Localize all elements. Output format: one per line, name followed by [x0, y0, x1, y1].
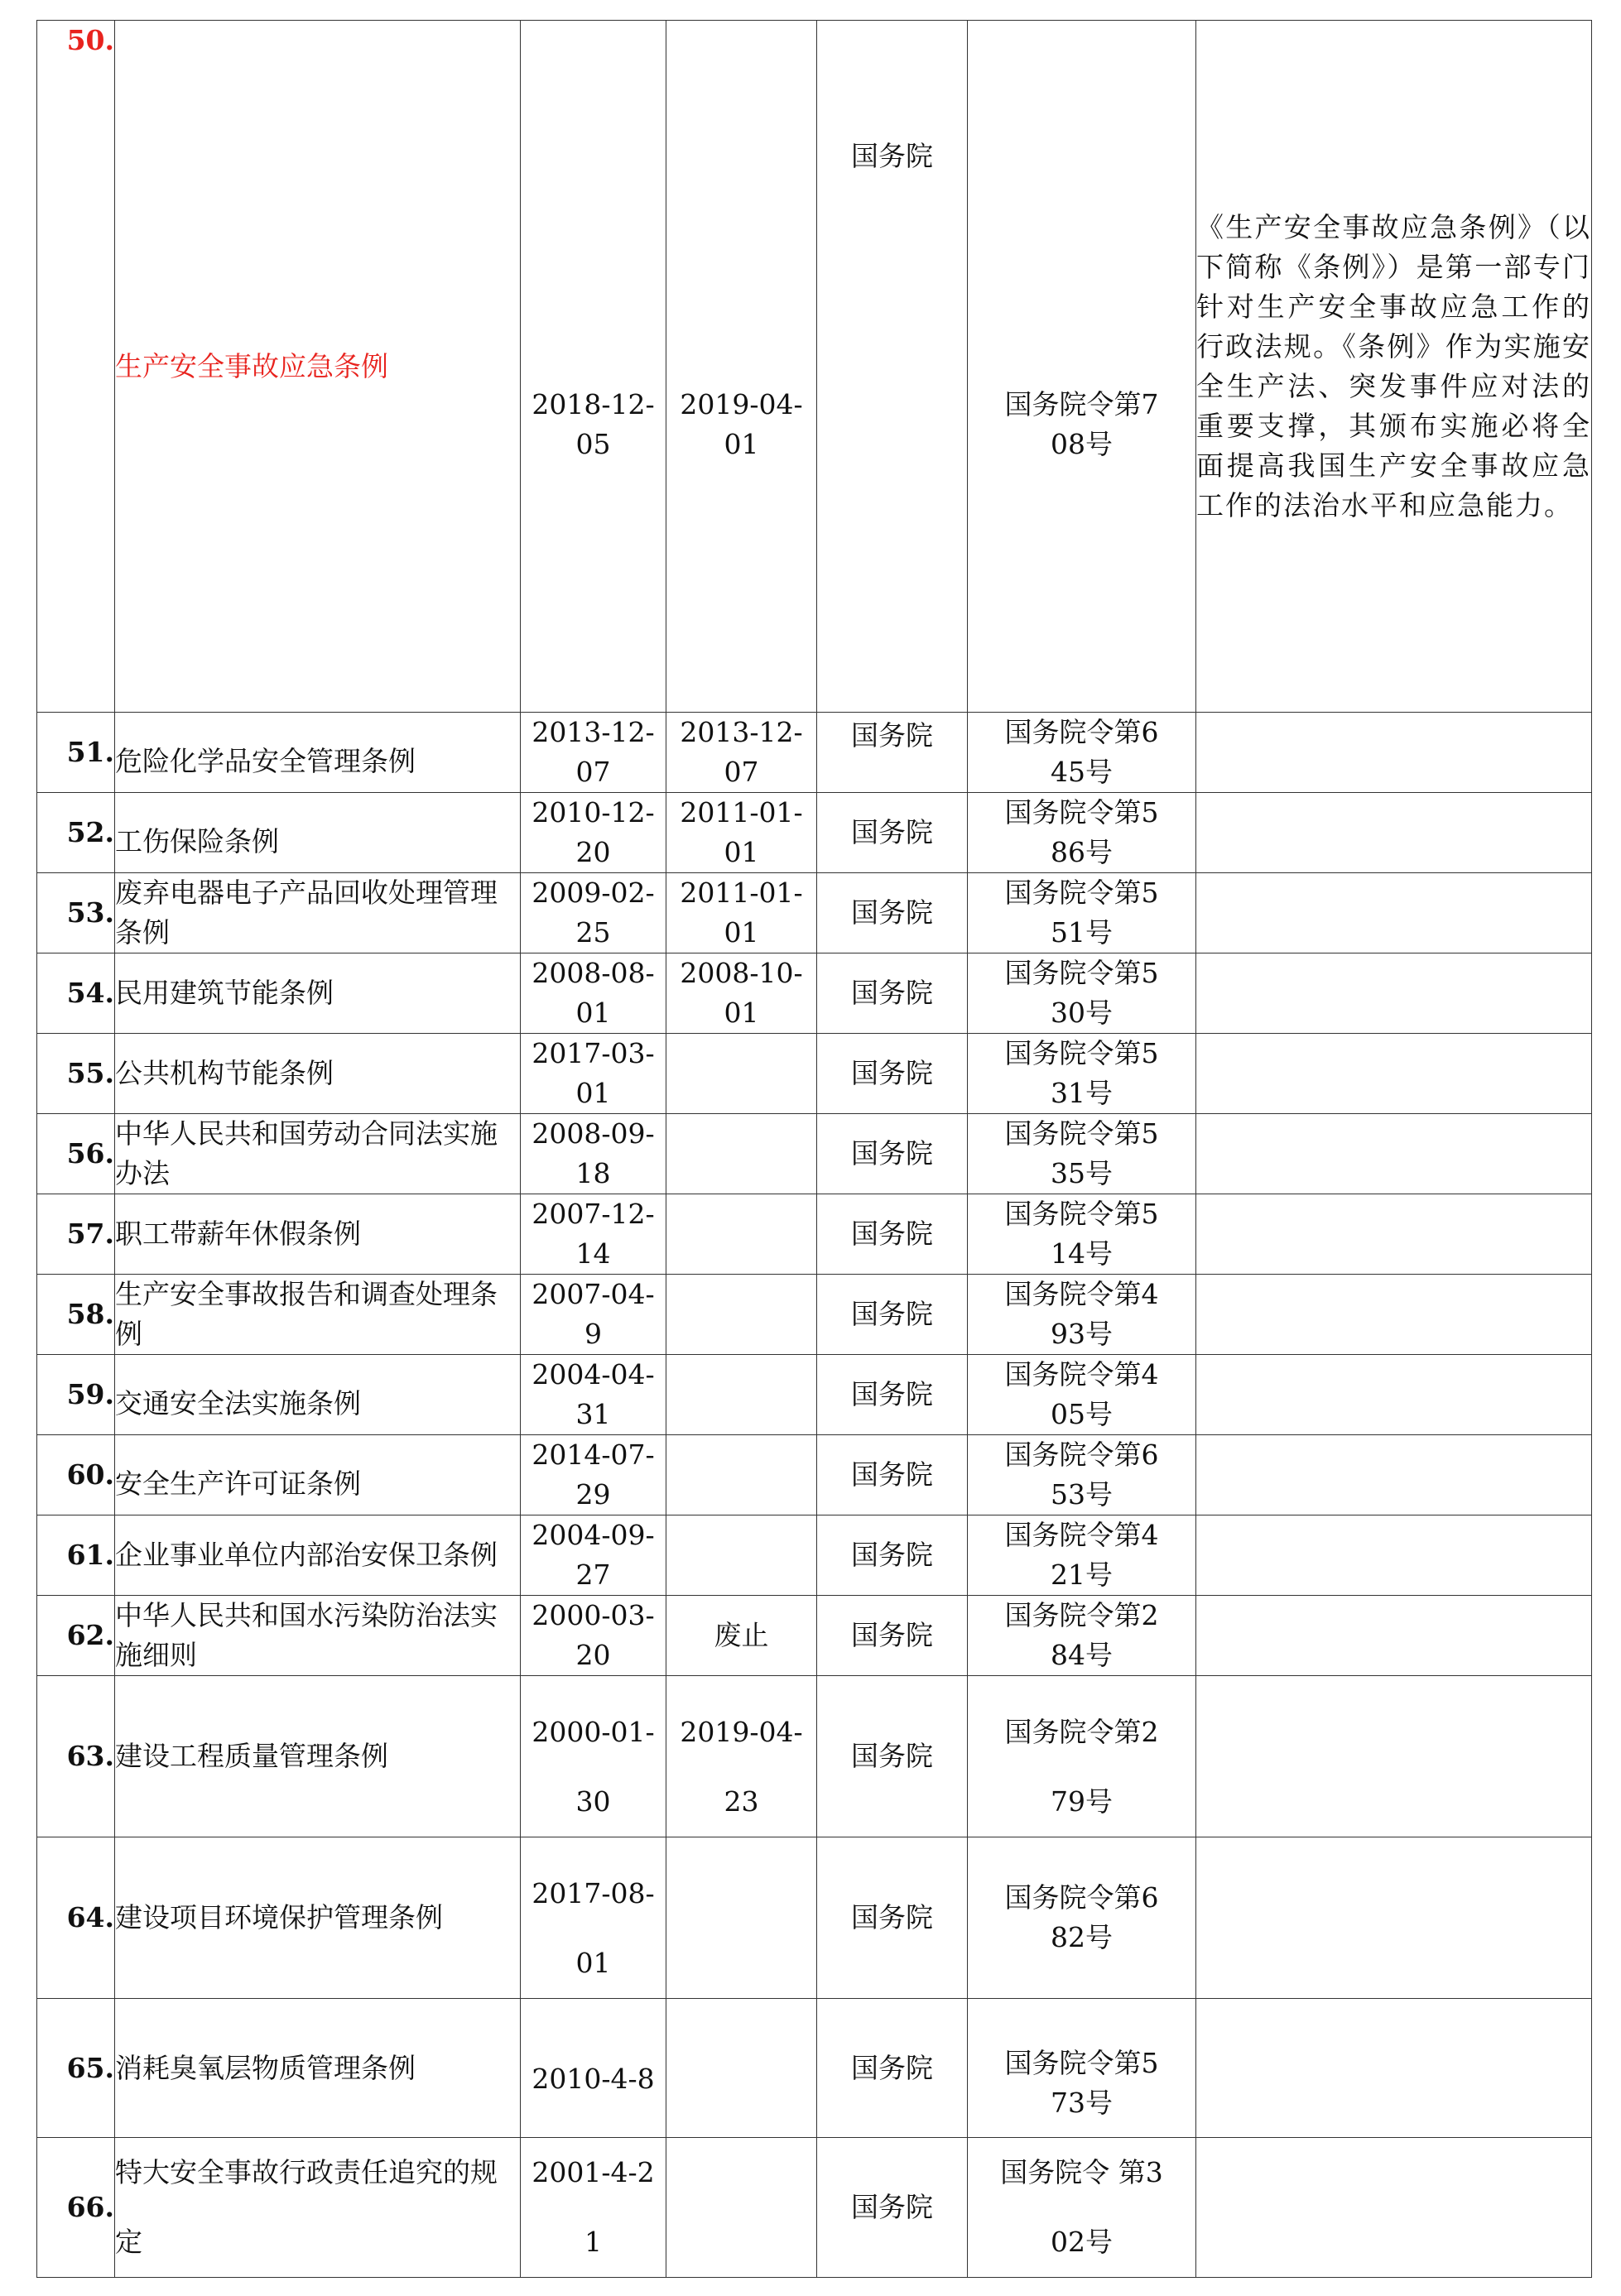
regulation-name: 安全生产许可证条例 — [115, 1435, 521, 1515]
publish-date: 2014-07-29 — [521, 1435, 666, 1515]
publish-date: 2001-4-21 — [521, 2138, 666, 2278]
table-row — [37, 1114, 1592, 1194]
table-row — [37, 2138, 1592, 2278]
issuer: 国务院 — [817, 713, 968, 793]
regulation-name: 中华人民共和国劳动合同法实施办法 — [115, 1114, 521, 1194]
regulation-name: 工伤保险条例 — [115, 793, 521, 873]
issuer: 国务院 — [817, 1114, 968, 1194]
regulations-table — [36, 20, 1592, 2278]
remark — [1196, 1275, 1592, 1355]
effective-date — [666, 1515, 817, 1596]
issuer: 国务院 — [817, 1034, 968, 1114]
order-number: 国务院令第535号 — [968, 1114, 1196, 1194]
remark — [1196, 713, 1592, 793]
issuer: 国务院 — [817, 2138, 968, 2278]
order-number: 国务院令第421号 — [968, 1515, 1196, 1596]
publish-date: 2000-03-20 — [521, 1596, 666, 1676]
remark: 《生产安全事故应急条例》（以下简称《条例》）是第一部专门针对生产安全事故应急工作的行政法规。《条例》作为实施安全生产法、突发事件应对法的重要支撑，其颁布实施必将全面提高我国生产安全事故应急工作的法治水平和应急能力。 — [1196, 21, 1592, 713]
order-number: 国务院令第645号 — [968, 713, 1196, 793]
order-number: 国务院令第514号 — [968, 1194, 1196, 1275]
regulation-name: 民用建筑节能条例 — [115, 953, 521, 1034]
row-number: 63. — [37, 1676, 115, 1837]
publish-date: 2018-12-05 — [521, 21, 666, 713]
effective-date — [666, 2138, 817, 2278]
row-number: 57. — [37, 1194, 115, 1275]
table-row — [37, 1837, 1592, 1999]
effective-date: 2011-01-01 — [666, 873, 817, 953]
effective-date — [666, 1275, 817, 1355]
remark — [1196, 1114, 1592, 1194]
row-number: 65. — [37, 1999, 115, 2138]
effective-date — [666, 1999, 817, 2138]
remark — [1196, 1355, 1592, 1435]
remark — [1196, 1515, 1592, 1596]
issuer: 国务院 — [817, 21, 968, 713]
publish-date: 2009-02-25 — [521, 873, 666, 953]
regulation-name: 生产安全事故报告和调查处理条例 — [115, 1275, 521, 1355]
publish-date: 2013-12-07 — [521, 713, 666, 793]
publish-date: 2007-12-14 — [521, 1194, 666, 1275]
issuer: 国务院 — [817, 1435, 968, 1515]
row-number: 66. — [37, 2138, 115, 2278]
publish-date: 2007-04-9 — [521, 1275, 666, 1355]
issuer: 国务院 — [817, 1355, 968, 1435]
row-number: 54. — [37, 953, 115, 1034]
order-number: 国务院令第284号 — [968, 1596, 1196, 1676]
order-number: 国务院令第531号 — [968, 1034, 1196, 1114]
table-row — [37, 793, 1592, 873]
issuer: 国务院 — [817, 1676, 968, 1837]
table-row — [37, 1515, 1592, 1596]
remark — [1196, 1837, 1592, 1999]
order-number: 国务院令 第302号 — [968, 2138, 1196, 2278]
publish-date: 2004-04-31 — [521, 1355, 666, 1435]
order-number: 国务院令第279号 — [968, 1676, 1196, 1837]
remark — [1196, 1676, 1592, 1837]
remark — [1196, 873, 1592, 953]
effective-date — [666, 1194, 817, 1275]
effective-date — [666, 1355, 817, 1435]
regulation-name: 废弃电器电子产品回收处理管理条例 — [115, 873, 521, 953]
table-row — [37, 1034, 1592, 1114]
table-row — [37, 873, 1592, 953]
effective-date: 2011-01-01 — [666, 793, 817, 873]
remark — [1196, 1435, 1592, 1515]
remark — [1196, 1999, 1592, 2138]
remark — [1196, 793, 1592, 873]
publish-date: 2017-08-01 — [521, 1837, 666, 1999]
table-row — [37, 1676, 1592, 1837]
regulation-name: 特大安全事故行政责任追究的规定 — [115, 2138, 521, 2278]
regulation-name: 中华人民共和国水污染防治法实施细则 — [115, 1596, 521, 1676]
publish-date: 2004-09-27 — [521, 1515, 666, 1596]
table-row — [37, 1596, 1592, 1676]
regulation-name: 建设项目环境保护管理条例 — [115, 1837, 521, 1999]
publish-date: 2008-09-18 — [521, 1114, 666, 1194]
remark — [1196, 953, 1592, 1034]
remark — [1196, 1596, 1592, 1676]
regulation-name: 公共机构节能条例 — [115, 1034, 521, 1114]
row-number: 53. — [37, 873, 115, 953]
order-number: 国务院令第405号 — [968, 1355, 1196, 1435]
row-number: 55. — [37, 1034, 115, 1114]
table-row — [37, 1355, 1592, 1435]
publish-date: 2010-12-20 — [521, 793, 666, 873]
table-row — [37, 21, 1592, 713]
row-number: 61. — [37, 1515, 115, 1596]
order-number: 国务院令第586号 — [968, 793, 1196, 873]
issuer: 国务院 — [817, 1999, 968, 2138]
regulation-name: 企业事业单位内部治安保卫条例 — [115, 1515, 521, 1596]
effective-date: 2008-10-01 — [666, 953, 817, 1034]
table-row — [37, 953, 1592, 1034]
row-number: 51. — [37, 713, 115, 793]
table-row — [37, 1275, 1592, 1355]
issuer: 国务院 — [817, 793, 968, 873]
effective-date — [666, 1837, 817, 1999]
row-number: 59. — [37, 1355, 115, 1435]
order-number: 国务院令第493号 — [968, 1275, 1196, 1355]
effective-date: 废止 — [666, 1596, 817, 1676]
regulation-name: 危险化学品安全管理条例 — [115, 713, 521, 793]
issuer: 国务院 — [817, 953, 968, 1034]
issuer: 国务院 — [817, 1194, 968, 1275]
regulation-name: 生产安全事故应急条例 — [115, 21, 521, 713]
row-number: 62. — [37, 1596, 115, 1676]
issuer: 国务院 — [817, 1515, 968, 1596]
issuer: 国务院 — [817, 1275, 968, 1355]
remark — [1196, 2138, 1592, 2278]
order-number: 国务院令第708号 — [968, 21, 1196, 713]
regulation-name: 交通安全法实施条例 — [115, 1355, 521, 1435]
regulation-name: 消耗臭氧层物质管理条例 — [115, 1999, 521, 2138]
issuer: 国务院 — [817, 873, 968, 953]
row-number: 60. — [37, 1435, 115, 1515]
publish-date: 2010-4-8 — [521, 1999, 666, 2138]
effective-date — [666, 1034, 817, 1114]
order-number: 国务院令第653号 — [968, 1435, 1196, 1515]
order-number: 国务院令第682号 — [968, 1837, 1196, 1999]
effective-date: 2019-04-01 — [666, 21, 817, 713]
row-number: 52. — [37, 793, 115, 873]
issuer: 国务院 — [817, 1596, 968, 1676]
order-number: 国务院令第573号 — [968, 1999, 1196, 2138]
table-row — [37, 713, 1592, 793]
order-number: 国务院令第530号 — [968, 953, 1196, 1034]
remark — [1196, 1034, 1592, 1114]
table-row — [37, 1999, 1592, 2138]
publish-date: 2017-03-01 — [521, 1034, 666, 1114]
remark — [1196, 1194, 1592, 1275]
publish-date: 2000-01-30 — [521, 1676, 666, 1837]
effective-date — [666, 1114, 817, 1194]
effective-date — [666, 1435, 817, 1515]
order-number: 国务院令第551号 — [968, 873, 1196, 953]
effective-date: 2019-04-23 — [666, 1676, 817, 1837]
row-number: 64. — [37, 1837, 115, 1999]
row-number: 50. — [37, 21, 115, 713]
table-row — [37, 1435, 1592, 1515]
regulation-name: 职工带薪年休假条例 — [115, 1194, 521, 1275]
effective-date: 2013-12-07 — [666, 713, 817, 793]
table-row — [37, 1194, 1592, 1275]
row-number: 58. — [37, 1275, 115, 1355]
row-number: 56. — [37, 1114, 115, 1194]
regulation-name: 建设工程质量管理条例 — [115, 1676, 521, 1837]
issuer: 国务院 — [817, 1837, 968, 1999]
publish-date: 2008-08-01 — [521, 953, 666, 1034]
